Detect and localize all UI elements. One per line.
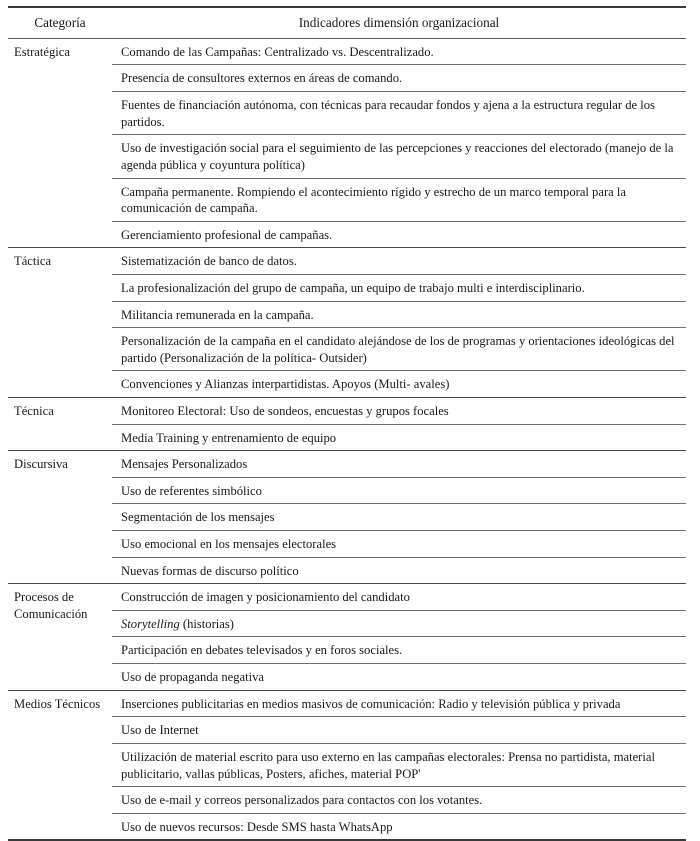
table-row	[8, 584, 686, 611]
table-header-row	[8, 7, 686, 38]
indicator-cell	[112, 610, 686, 637]
indicator-cell: Personalización de la campaña en el candidato alejándose de los de programas y orientaciones ideológicas del partido (Personalización de la política- Outsider)	[112, 328, 686, 371]
indicator-cell: Comando de las Campañas: Centralizado vs. Descentralizado.	[121, 44, 434, 59]
category-cell: Discursiva	[8, 451, 112, 584]
table-row	[8, 248, 686, 275]
table-row	[8, 38, 686, 65]
category-cell: Técnica	[8, 397, 112, 450]
indicator-cell: Segmentación de los mensajes	[112, 504, 686, 531]
indicator-cell: Construcción de imagen y posicionamiento del candidato	[112, 584, 686, 611]
indicator-cell: Utilización de material escrito para uso externo en las campañas electorales: Prensa no partidista, material publicitario, vallas públicas, Posters, afiches, material POP'	[112, 743, 686, 786]
indicator-cell: Uso emocional en los mensajes electorales	[112, 531, 686, 558]
indicator-cell: Uso de nuevos recursos: Desde SMS hasta WhatsApp	[112, 813, 686, 839]
indicator-cell: Uso de propaganda negativa	[112, 664, 686, 691]
table-header	[8, 7, 686, 38]
indicator-cell: Uso de referentes simbólico	[112, 477, 686, 504]
column-header-indicadores: Indicadores dimensión organizacional	[112, 7, 686, 38]
category-cell: Estratégica	[14, 44, 70, 59]
indicator-cell: Participación en debates televisados y en foros sociales.	[112, 637, 686, 664]
category-cell: Táctica	[8, 248, 112, 398]
indicator-cell: Nuevas formas de discurso político	[112, 557, 686, 584]
table-body	[8, 38, 686, 839]
document-page	[0, 6, 700, 834]
indicator-cell: La profesionalización del grupo de campaña, un equipo de trabajo multi e interdisciplinario.	[112, 274, 686, 301]
indicator-cell: Convenciones y Alianzas interpartidistas. Apoyos (Multi- avales)	[112, 371, 686, 398]
indicator-cell: Uso de investigación social para el seguimiento de las percepciones y reacciones del electorado (manejo de la agenda pública y coyuntura política)	[112, 135, 686, 178]
indicator-cell: Inserciones publicitarias en medios masivos de comunicación: Radio y televisión pública y privada	[112, 690, 686, 717]
category-cell: Medios Técnicos	[8, 690, 112, 839]
indicator-cell: Uso de Internet	[112, 717, 686, 744]
indicator-cell: Mensajes Personalizados	[112, 451, 686, 478]
table-row	[8, 451, 686, 478]
indicators-table	[8, 6, 686, 839]
column-header-categoria: Categoría	[8, 7, 112, 38]
indicator-cell: Media Training y entrenamiento de equipo	[112, 424, 686, 451]
indicator-italic-term: Storytelling	[121, 616, 180, 631]
table-row	[8, 690, 686, 717]
indicator-cell: Sistematización de banco de datos.	[112, 248, 686, 275]
table-row	[8, 397, 686, 424]
indicator-cell: Fuentes de financiación autónoma, con técnicas para recaudar fondos y ajena a la estructura regular de los partidos.	[112, 92, 686, 135]
indicator-cell: Presencia de consultores externos en áreas de comando.	[112, 65, 686, 92]
category-cell: Procesos de Comunicación	[8, 584, 112, 690]
indicator-cell: Militancia remunerada en la campaña.	[112, 301, 686, 328]
indicator-cell: Uso de e-mail y correos personalizados para contactos con los votantes.	[112, 787, 686, 814]
indicator-cell: Campaña permanente. Rompiendo el acontecimiento rígido y estrecho de un marco temporal para la comunicación de campaña.	[112, 178, 686, 221]
indicator-cell: Monitoreo Electoral: Uso de sondeos, encuestas y grupos focales	[112, 397, 686, 424]
indicator-cell: Gerenciamiento profesional de campañas.	[112, 221, 686, 248]
indicator-text-rest: (historias)	[179, 616, 234, 631]
